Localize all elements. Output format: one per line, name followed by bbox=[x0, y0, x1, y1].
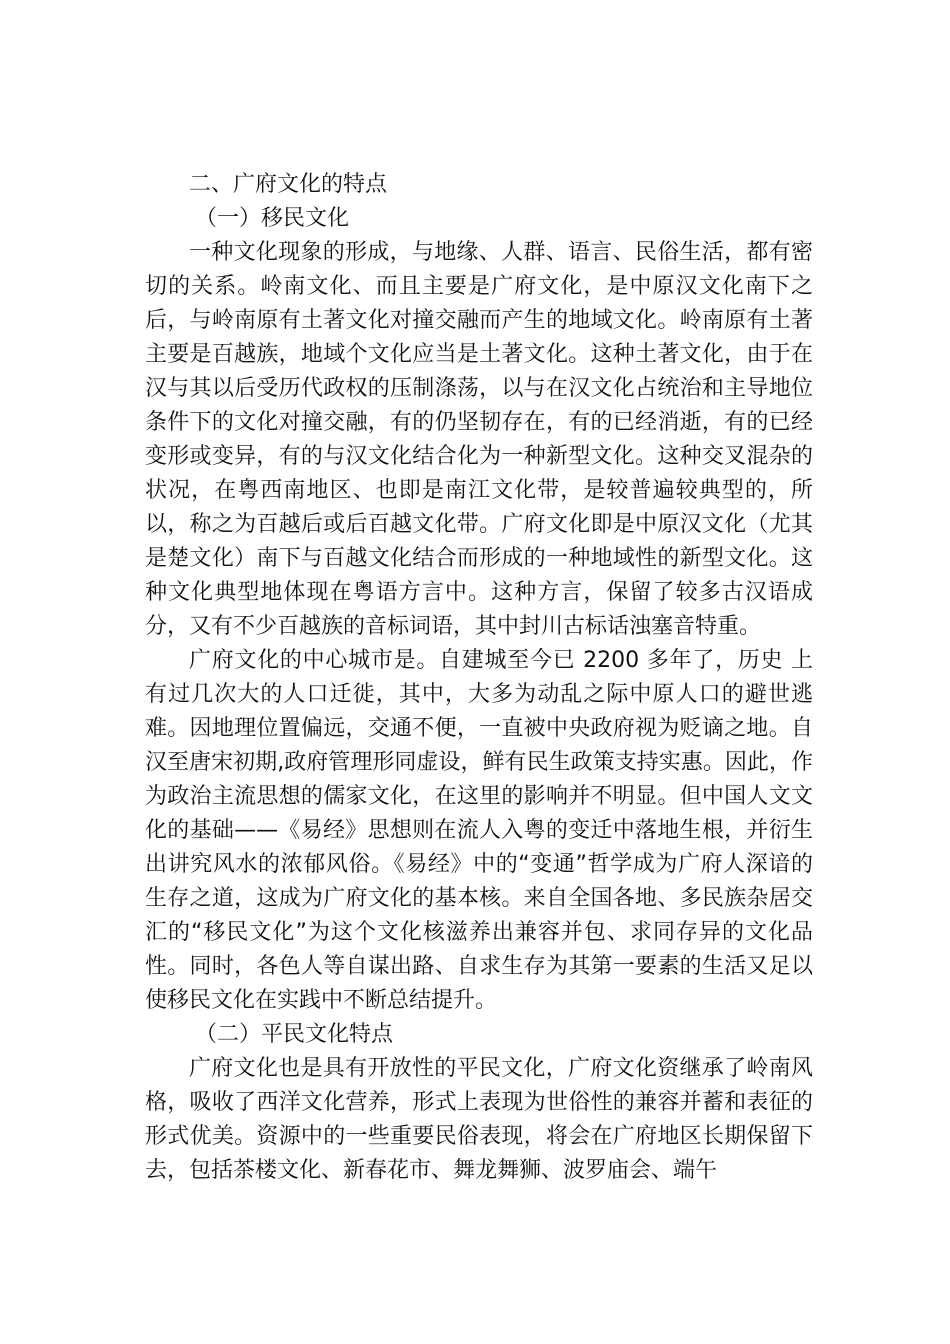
document-body bbox=[145, 168, 813, 1188]
paragraph: 一种文化现象的形成，与地缘、人群、语言、民俗生活，都有密切的关系。岭南文化、而且主要是广府文化，是中原汉文化南下之后，与岭南原有土著文化对撞交融而产生的地域文化。岭南原有土著主要是百越族，地域个文化应当是土著文化。这种土著文化，由于在汉与其以后受历代政权的压制涤荡，以与在汉文化占统治和主导地位条件下的文化对撞交融，有的仍坚韧存在，有的已经消逝，有的已经变形或变异，有的与汉文化结合化为一种新型文化。这种交叉混杂的状况，在粤西南地区、也即是南江文化带，是较普遍较典型的，所以，称之为百越后或后百越文化带。广府文化即是中原汉文化（尤其是楚文化）南下与百越文化结合而形成的一种地域性的新型文化。这种文化典型地体现在粤语方言中。这种方言，保留了较多古汉语成分，又有不少百越族的音标词语，其中封川古标话浊塞音特重。 bbox=[145, 240, 813, 639]
subsection-title-civilian-culture: （二）平民文化特点 bbox=[195, 1022, 394, 1047]
paragraph: 广府文化也是具有开放性的平民文化，广府文化资继承了岭南风格，吸收了西洋文化营养，形式上表现为世俗性的兼容并蓄和表征的形式优美。资源中的一些重要民俗表现，将会在广府地区长期保留下去，包括茶楼文化、新春花市、舞龙舞狮、波罗庙会、端午 bbox=[145, 1056, 813, 1183]
subsection-title-migrant-culture: （一）移民文化 bbox=[195, 206, 350, 231]
section-title: 二、广府文化的特点 bbox=[189, 172, 388, 197]
paragraph: 广府文化的中心城市是。自建城至今已 2200 多年了，历史 上有过几次大的人口迁徙，其中，大多为动乱之际中原人口的避世逃难。因地理位置偏远，交通不便，一直被中央政府视为贬谪之地。自汉至唐宋初期,政府管理形同虚设，鲜有民生政策支持实惠。因此，作为政治主流思想的儒家文化，在这里的影响并不明显。但中国人文文化的基础——《易经》思想则在流人入粤的变迁中落地生根，并衍生出讲究风水的浓郁风俗。《易经》中的“变通”哲学成为广府人深谙的生存之道，这成为广府文化的基本核。来自全国各地、多民族杂居交汇的“移民文化”为这个文化核滋养出兼容并包、求同存异的文化品性。同时，各色人等自谋出路、自求生存为其第一要素的生活又足以使移民文化在实践中不断总结提升。 bbox=[145, 648, 813, 1013]
